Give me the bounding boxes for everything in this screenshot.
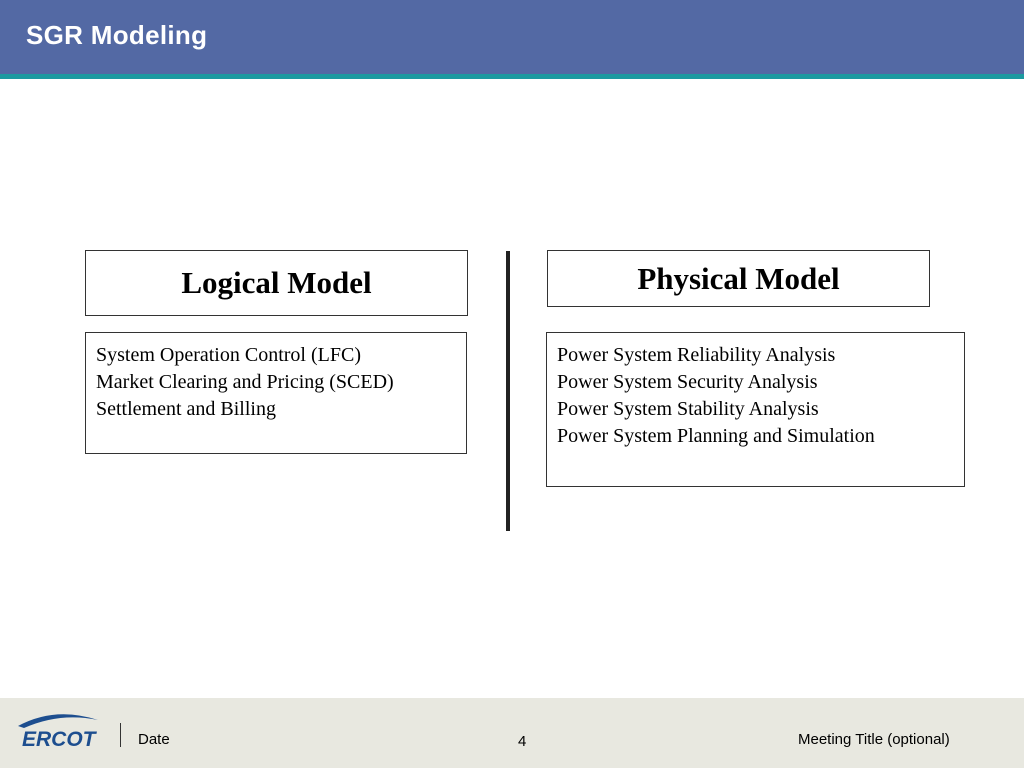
logo-wordmark: ERCOT (22, 728, 96, 751)
footer-meeting-title: Meeting Title (optional) (798, 731, 950, 748)
list-item: Market Clearing and Pricing (SCED) (96, 371, 394, 393)
list-item: Power System Planning and Simulation (557, 425, 875, 447)
slide-title: SGR Modeling (26, 20, 208, 50)
physical-model-heading: Physical Model (637, 260, 840, 296)
vertical-divider (506, 251, 510, 531)
list-item: System Operation Control (LFC) (96, 344, 361, 366)
page-number: 4 (518, 733, 527, 750)
list-item: Power System Stability Analysis (557, 398, 819, 420)
physical-model-heading-box (547, 250, 930, 307)
logical-model-heading: Logical Model (181, 265, 372, 300)
ercot-logo-icon (10, 708, 106, 752)
logical-model-list-box (85, 332, 467, 454)
list-item: Power System Security Analysis (557, 371, 818, 393)
footer-date: Date (138, 731, 170, 748)
logical-model-heading-box (85, 250, 468, 316)
header-accent-rule (0, 74, 1024, 79)
physical-model-list-box (546, 332, 965, 487)
list-item: Power System Reliability Analysis (557, 344, 836, 366)
list-item: Settlement and Billing (96, 398, 276, 420)
footer-separator (120, 723, 121, 747)
